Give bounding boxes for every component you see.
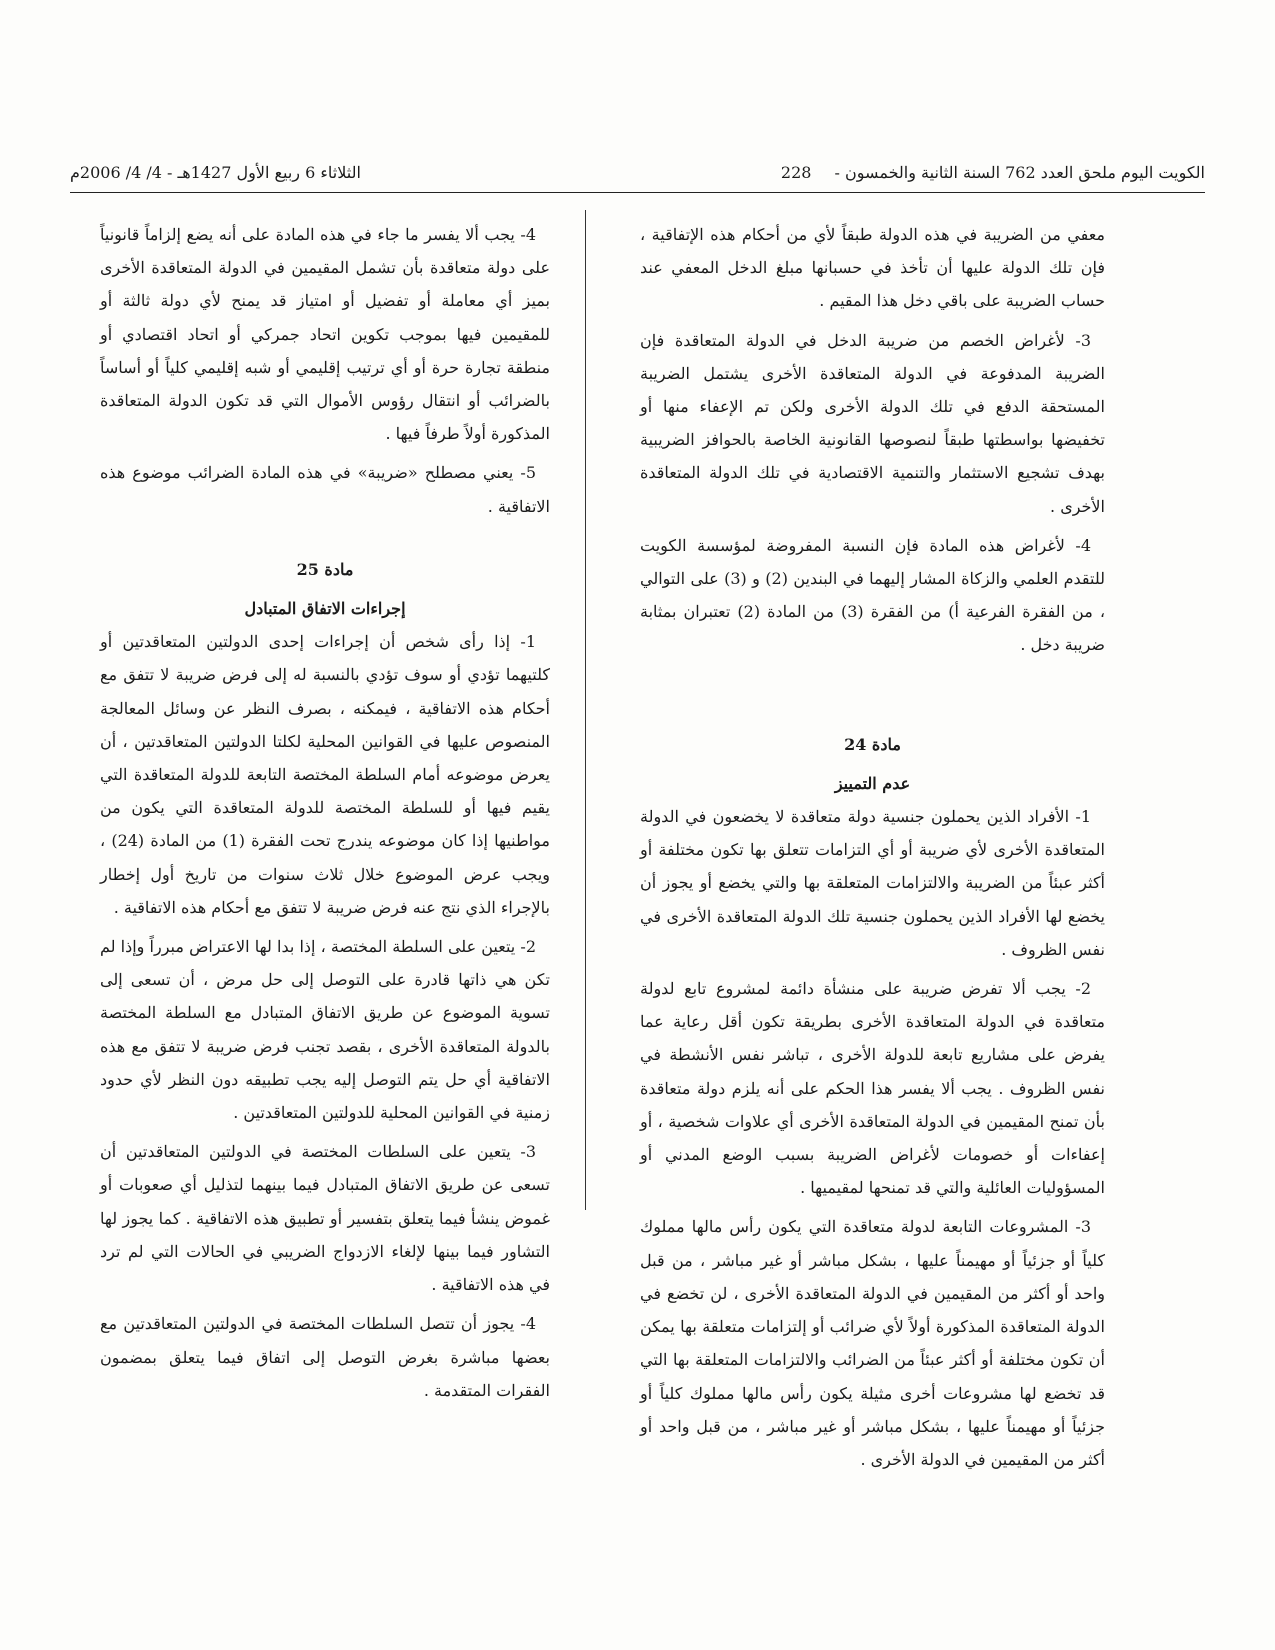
paragraph: 3- يتعين على السلطات المختصة في الدولتين المتعاقدتين أن تسعى عن طريق الاتفاق المتبادل فيما بينهما لتذليل أي صعوبات أو غموض ينشأ فيما يتعلق بتفسير أو تطبيق هذه الاتفاقية . كما يجوز لها التشاور فيما بينها لإلغاء الازدواج الضريبي في الحالات التي لم ترد في هذه الاتفاقية . (100, 1142, 550, 1295)
header-page-number: 228 (780, 163, 812, 182)
header-gazette-info (781, 163, 1205, 183)
article-number: مادة 24 (844, 734, 901, 754)
left-column (100, 218, 550, 1413)
column-divider (585, 210, 586, 1210)
paragraph: 2- يتعين على السلطة المختصة ، إذا بدا لها الاعتراض مبرراً وإذا لم تكن هي ذاتها قادرة على التوصل إلى حل مرض ، أن تسعى إلى تسوية الموضوع عن طريق الاتفاق المتبادل مع السلطة المختصة بالدولة المتعاقدة الأخرى ، بقصد تجنب فرض ضريبة لا تتفق مع هذه الاتفاقية أي حل يتم التوصل إليه يجب تطبيقه دون النظر لأي حدود زمنية في القوانين المحلية للدولتين المتعاقدتين . (100, 937, 550, 1123)
paragraph: 5- يعني مصطلح «ضريبة» في هذه المادة الضرائب موضوع هذه الاتفاقية . (100, 463, 550, 516)
header-gazette-title: الكويت اليوم ملحق العدد 762 السنة الثانية والخمسون - (834, 163, 1205, 182)
header-date: الثلاثاء 6 ربيع الأول 1427هـ - 4/ 4/ 2006م (70, 163, 361, 182)
article-title: إجراءات الاتفاق المتبادل (244, 599, 406, 619)
article-title: عدم التمييز (834, 773, 911, 793)
paragraph: 4- يجب ألا يفسر ما جاء في هذه المادة على أنه يضع إلزاماً قانونياً على دولة متعاقدة بأن تشمل المقيمين في الدولة المتعاقدة الأخرى بميز أي معاملة أو تفضيل أو امتياز قد يمنح لأي دولة ثالثة أو للمقيمين فيها بموجب تكوين اتحاد جمركي أو اتحاد اقتصادي أو منطقة تجارة حرة أو أي ترتيب إقليمي أو شبه إقليمي كلياً أو أساساً بالضرائب أو انتقال رؤوس الأموال التي قد تكون الدولة المتعاقدة المذكورة أولاً طرفاً فيها . (100, 225, 551, 444)
right-column (640, 218, 1105, 1482)
paragraph: 2- يجب ألا تفرض ضريبة على منشأة دائمة لمشروع تابع لدولة متعاقدة في الدولة المتعاقدة الأخرى بطريقة تكون أقل رعاية عما يفرض على مشاريع تابعة للدولة الأخرى ، تباشر نفس الأنشطة في نفس الظروف . يجب ألا يفسر هذا الحكم على أنه يلزم دولة متعاقدة بأن تمنح المقيمين في الدولة المتعاقدة الأخرى أي علاوات شخصية ، أو إعفاءات أو خصومات لأغراض الضريبة بسبب الوضع المدني أو المسؤوليات العائلية والتي قد تمنحها لمقيميها . (640, 979, 1105, 1198)
article-number: مادة 25 (296, 559, 354, 579)
paragraph: 1- إذا رأى شخص أن إجراءات إحدى الدولتين المتعاقدتين أو كلتيهما تؤدي أو سوف تؤدي بالنسبة له إلى فرض ضريبة لا تتفق مع أحكام هذه الاتفاقية ، فيمكنه ، بصرف النظر عن وسائل المعالجة المنصوص عليها في القوانين المحلية لكلتا الدولتين المتعاقدتين ، أن يعرض موضوعه أمام السلطة المختصة التابعة للدولة المتعاقدة التي يقيم فيها أو للسلطة المختصة للدولة المتعاقدة التي يكون من مواطنيها إذا كان موضوعه يندرج تحت الفقرة (1) من المادة (24) ، ويجب عرض الموضوع خلال ثلاث سنوات من تاريخ أول إخطار بالإجراء الذي نتج عنه فرض ضريبة لا تتفق مع أحكام هذه الاتفاقية . (100, 632, 551, 917)
paragraph: 4- يجوز أن تتصل السلطات المختصة في الدولتين المتعاقدتين مع بعضها مباشرة بغرض التوصل إلى اتفاق فيما يتعلق بمضمون الفقرات المتقدمة . (100, 1314, 550, 1400)
header-divider (70, 192, 1205, 193)
paragraph: 3- لأغراض الخصم من ضريبة الدخل في الدولة المتعاقدة فإن الضريبة المدفوعة في الدولة المتعاقدة الأخرى يشتمل الضريبة المستحقة الدفع في تلك الدولة الأخرى ولكن تم الإعفاء منها أو تخفيضها بواسطتها طبقاً لنصوصها القانونية الخاصة بالحوافز الضريبية بهدف تشجيع الاستثمار والتنمية الاقتصادية في تلك الدولة المتعاقدة الأخرى . (640, 330, 1105, 516)
paragraph: 1- الأفراد الذين يحملون جنسية دولة متعاقدة لا يخضعون في الدولة المتعاقدة الأخرى لأي ضريبة أو أي التزامات تتعلق بها تكون مختلفة أو أكثر عبئاً من الضريبة والالتزامات المتعلقة بها والتي يخضع أو يجوز أن يخضع لها الأفراد الذين يحملون جنسية تلك الدولة المتعاقدة الأخرى في نفس الظروف . (640, 807, 1105, 959)
page-header (70, 163, 1205, 193)
paragraph: معفي من الضريبة في هذه الدولة طبقاً لأي من أحكام هذه الإتفاقية ، فإن تلك الدولة عليها أن تأخذ في حسبانها مبلغ الدخل المعفي عند حساب الضريبة على باقي دخل هذا المقيم . (640, 225, 1105, 311)
paragraph: 3- المشروعات التابعة لدولة متعاقدة التي يكون رأس مالها مملوك كلياً أو جزئياً أو مهيمناً عليها ، بشكل مباشر أو غير مباشر ، من قبل واحد أو أكثر من المقيمين في الدولة المتعاقدة الأخرى ، لن تخضع في الدولة المتعاقدة المذكورة أولاً لأي ضرائب أو إلتزامات متعلقة بها يمكن أن تكون مختلفة أو أكثر عبئاً من الضرائب والالتزامات المتعلقة بها التي قد تخضع لها مشروعات أخرى مثيلة يكون رأس مالها مملوك كلياً أو جزئياً أو مهيمناً عليها ، بشكل مباشر أو غير مباشر ، من قبل واحد أو أكثر من المقيمين في الدولة الأخرى . (640, 1217, 1105, 1469)
paragraph: 4- لأغراض هذه المادة فإن النسبة المفروضة لمؤسسة الكويت للتقدم العلمي والزكاة المشار إليهما في البندين (2) و (3) على التوالي ، من الفقرة الفرعية أ) من الفقرة (3) من المادة (2) تعتبران بمثابة ضريبة دخل . (640, 535, 1106, 655)
